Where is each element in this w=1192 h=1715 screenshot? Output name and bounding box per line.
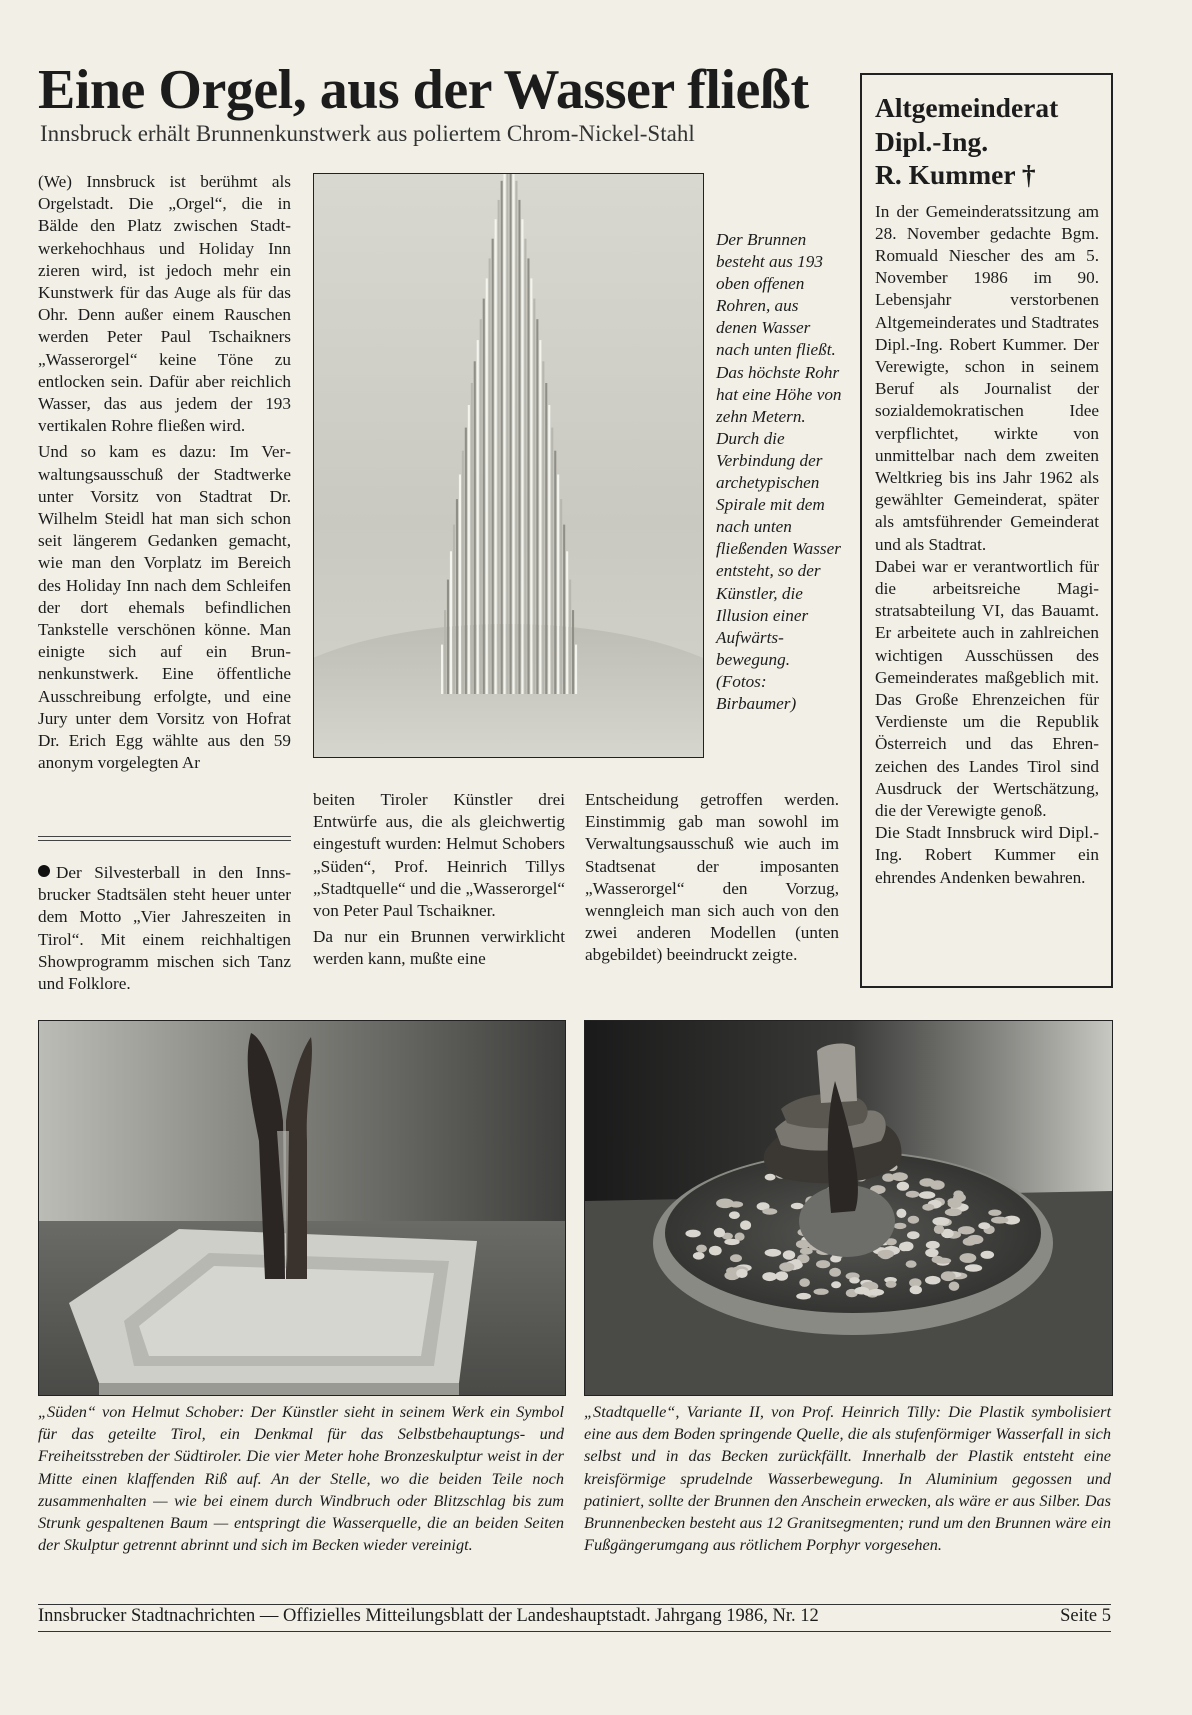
pebble	[932, 1217, 949, 1226]
pebble	[800, 1248, 813, 1255]
organ-pipe	[465, 428, 467, 694]
pebble	[981, 1251, 995, 1259]
pebble	[816, 1260, 830, 1268]
organ-pipe	[536, 319, 538, 694]
divider	[38, 840, 291, 841]
pebble	[730, 1254, 742, 1262]
pebble	[934, 1225, 944, 1234]
pebble	[762, 1272, 777, 1281]
article-column-1	[38, 171, 291, 778]
obituary-title-line: Altgemeinderat	[875, 92, 1059, 123]
organ-pipe	[498, 200, 500, 694]
pebble	[991, 1217, 1008, 1224]
pebble	[919, 1178, 934, 1186]
pebble	[894, 1223, 907, 1229]
pebble	[740, 1220, 751, 1230]
headline: Eine Orgel, aus der Wasser fließt	[38, 59, 809, 121]
article-paragraph: Entscheidung getroffen werden. Einstimmig gab man sowohl im Verwaltungsausschuß wie auch im Stadtsenat der imposanten „Wasserorgel“ den Vorzug, wenngleich man sich auch von den zwei anderen Modellen (unten abgebildet) beeindruckt zeigte.	[585, 790, 839, 965]
pebble	[948, 1199, 962, 1208]
organ-pipe	[533, 299, 535, 694]
pebble	[958, 1226, 975, 1234]
obituary-paragraph: In der Gemeinderatssitzung am 28. November gedachte Bgm. Romuald Niescher des am 5. November 1986 im 90. Lebensjahr verstorbenen Altgemeinderates und Stadtrates Dipl.-Ing. Robert Kummer. Der Verewigte, schon in seinem Beruf als Journalist der sozialdemokratischen Idee verpflichtet, wirkte von unmittelbar nach dem zweiten Weltkrieg bis ins Jahr 1962 als gewählter Gemeinderat, später als amtsführender Gemeinderat und als Stadtrat.	[875, 201, 1099, 554]
pebble	[869, 1289, 885, 1296]
pebble	[831, 1281, 841, 1288]
organ-pipe	[527, 258, 529, 694]
pebble	[935, 1258, 951, 1264]
organ-pipe	[566, 551, 568, 694]
organ-pipe	[492, 239, 494, 694]
organ-pipe	[504, 174, 506, 694]
pebble	[906, 1191, 920, 1198]
pebble	[693, 1252, 705, 1260]
stadtquelle-sculpture-image	[585, 1021, 1112, 1395]
organ-pipe	[513, 174, 515, 694]
organ-pipe	[515, 181, 517, 694]
water-organ-photo	[313, 173, 704, 758]
pebble	[709, 1246, 722, 1256]
pebble	[878, 1250, 895, 1259]
organ-pipe	[459, 475, 461, 695]
pebble	[714, 1228, 725, 1238]
pebble	[716, 1199, 734, 1209]
pebble	[729, 1211, 740, 1219]
sueden-sculpture-image	[39, 1021, 565, 1395]
pebble	[897, 1182, 909, 1191]
obituary-box	[860, 73, 1113, 988]
organ-pipe	[542, 361, 544, 694]
footer-rule	[38, 1604, 1111, 1605]
divider	[38, 836, 291, 837]
pebble	[925, 1276, 941, 1285]
organ-pipe	[548, 405, 550, 694]
pebble	[696, 1245, 707, 1253]
pebble	[829, 1268, 841, 1277]
pebble	[775, 1271, 788, 1280]
organ-pipe	[450, 551, 452, 694]
obituary-paragraph: Dabei war er verantwortlich für die arbeitsreiche Magistratsabteilung VI, das Bauamt. Er arbeitete auch in zahlreichen wichtigen Ausschüssen des Gemeinderates maßgeblich mit. Das Große Ehrenzeichen für Verdienste um die Republik Österreich und das Ehrenzeichen des Landes Tirol sind Ausdruck der Wertschätzung, die der Verewigte genoß.	[875, 556, 1099, 820]
article-column-3	[585, 789, 839, 971]
organ-pipe	[539, 340, 541, 694]
pebble	[779, 1262, 794, 1271]
news-brief	[38, 862, 291, 995]
pebble	[724, 1239, 739, 1245]
organ-pipe	[521, 219, 523, 694]
pebble	[941, 1271, 956, 1281]
footer-publication: Innsbrucker Stadtnachrichten — Offizielles Mitteilungsblatt der Landeshauptstadt. Jahrgang 1986, Nr. 12	[38, 1606, 819, 1626]
organ-pipe	[453, 525, 455, 694]
organ-pipe	[447, 580, 449, 694]
sueden-sculpture-photo	[38, 1020, 566, 1396]
page-footer	[38, 1606, 1111, 1627]
organ-pipe	[486, 278, 488, 694]
pebble	[965, 1264, 982, 1272]
pebble	[949, 1282, 960, 1291]
organ-pipe	[554, 451, 556, 694]
pebble	[685, 1230, 700, 1238]
bullet-icon	[38, 865, 50, 877]
obituary-paragraph: Die Stadt Innsbruck wird Dipl.-Ing. Robert Kummer ein ehrendes Andenken bewahren.	[875, 823, 1099, 887]
pebble	[899, 1242, 909, 1251]
stadtquelle-sculpture-photo	[584, 1020, 1113, 1396]
organ-pipe	[489, 258, 491, 694]
organ-pipe	[444, 610, 446, 694]
pebble	[922, 1204, 934, 1211]
organ-pipe	[560, 499, 562, 694]
footer-rule	[38, 1631, 1111, 1632]
pebble	[849, 1277, 860, 1283]
organ-pipe	[572, 610, 574, 694]
pebble	[925, 1249, 938, 1258]
news-brief-text: Der Silvesterball in den Innsbrucker Stadtsälen steht heuer unter dem Motto „Vier Jahreszeiten in Tirol“. Mit einem reichhaltigen Showprogramm mischen sich Tanz und Folklore.	[38, 863, 291, 994]
pebble	[765, 1174, 776, 1181]
organ-pipe	[557, 475, 559, 695]
pebble	[960, 1253, 977, 1263]
pebble	[988, 1210, 1001, 1216]
article-paragraph: Da nur ein Brunnen verwirklicht werden kann, mußte eine	[313, 927, 565, 969]
organ-pipe	[462, 451, 464, 694]
pebble	[978, 1222, 990, 1229]
pebble	[814, 1289, 829, 1295]
pebble	[791, 1203, 804, 1209]
obituary-title-line: Dipl.-Ing.	[875, 125, 989, 157]
organ-pipe	[530, 278, 532, 694]
sueden-photo-caption: „Süden“ von Helmut Schober: Der Künstler sieht in seinem Werk ein Symbol für das geteilte Tirol, ein Denkmal für das Selbstbehauptungs- und Freiheitsstreben der Südtiroler. Die vier Meter hohe Bronzeskulptur weist in der Mitte einen klaffenden Riß auf. An der Stelle, wo die beiden Teile noch zusammenhalten — wie bei einem durch Windbruch oder Blitzschlag bis zum Strunk gespaltenen Baum — entspringt die Wasserquelle, die an beiden Seiten der Skulptur getrennt abrinnt und sich im Becken wieder vereinigt.	[38, 1402, 564, 1555]
organ-pipe	[575, 645, 577, 694]
page-number: Seite 5	[1060, 1606, 1111, 1626]
pebble	[762, 1208, 777, 1214]
organ-pipe	[456, 499, 458, 694]
pebble	[886, 1281, 897, 1288]
organ-pipe	[483, 299, 485, 694]
article-paragraph: beiten Tiroler Künstler drei Entwürfe aus, die als gleichwertig eingestuft wurden: Helmut Schobers „Süden“, Prof. Heinrich Tillys „Stadtquelle“ und die „Wasserorgel“ von Peter Paul Tschaikner.	[313, 790, 565, 921]
organ-pipe	[480, 319, 482, 694]
obituary-title	[875, 91, 1099, 192]
organ-pipe	[507, 174, 509, 694]
pebble	[963, 1238, 977, 1246]
pebble	[906, 1260, 917, 1267]
obituary-title-line: R. Kummer †	[875, 159, 1036, 190]
pebble	[854, 1287, 869, 1295]
organ-pipe	[474, 361, 476, 694]
organ-pipe	[545, 383, 547, 694]
organ-pipe	[501, 181, 503, 694]
organ-pipe	[471, 383, 473, 694]
organ-pipe	[510, 174, 512, 694]
pebble	[892, 1172, 908, 1181]
pebble	[926, 1241, 940, 1249]
pebble	[908, 1216, 919, 1224]
pebble	[783, 1250, 795, 1260]
pebble	[919, 1191, 935, 1199]
pebble	[736, 1269, 747, 1278]
water-organ-image	[314, 174, 703, 757]
pebble	[910, 1286, 922, 1295]
organ-pipe	[563, 525, 565, 694]
organ-pipe	[518, 200, 520, 694]
pebble	[907, 1231, 920, 1239]
obituary-text	[875, 201, 1099, 889]
organ-pipe	[441, 645, 443, 694]
organ-pipe	[495, 219, 497, 694]
organ-pipe	[569, 580, 571, 694]
pebble	[799, 1278, 810, 1287]
organ-pipe	[468, 405, 470, 694]
pebble	[765, 1249, 782, 1257]
article-paragraph: (We) Innsbruck ist berühmt als Orgelstadt. Die „Orgel“, die in Bälde den Platz zwischen Stadtwerkehochhaus und Holiday Inn zieren wird, ist jedoch mehr ein Kunstwerk für das Auge als für das Ohr. Denn außer einem Rauschen werden Peter Paul Tschaikners „Wasserorgel“ keine Töne zu entlocken sein. Dafür aber reichlich Wasser, das aus jedem der 193 vertikalen Rohre fließen wird.	[38, 172, 291, 436]
pebble	[796, 1293, 811, 1300]
article-column-2	[313, 789, 565, 975]
stadtquelle-photo-caption: „Stadtquelle“, Variante II, von Prof. Heinrich Tilly: Die Plastik symbolisiert eine aus dem Boden springende Quelle, die als stufenförmiger Wasserfall in sich selbst und in das Becken zurückfällt. Innerhalb der Plastik entsteht eine kreisförmige sprudelnde Wasserbewegung. In Aluminium gegossen und patiniert, sollte der Brunnen den Anschein erwecken, als wäre er aus Silber. Das Brunnenbecken besteht aus 12 Granitsegmenten; rund um den Brunnen wäre ein Fußgängerumgang aus rötlichem Porphyr vorgesehen.	[584, 1402, 1111, 1555]
pebble	[945, 1208, 962, 1216]
organ-photo-caption: Der Brunnen besteht aus 193 oben offenen Rohren, aus denen Wasser nach unten fließt. Das höchste Rohr hat eine Höhe von zehn Metern. Durch die Verbindung der archetypischen Spirale mit dem nach unten fließenden Wasser entsteht, so der Künstler, die Illusion einer Aufwärtsbewegung. (Fotos: Birbaumer)	[716, 230, 842, 713]
organ-pipe	[477, 340, 479, 694]
subheadline: Innsbruck erhält Brunnenkunstwerk aus poliertem Chrom-Nickel-Stahl	[40, 121, 695, 146]
organ-pipe	[524, 239, 526, 694]
pebble	[896, 1209, 906, 1218]
article-paragraph: Und so kam es dazu: Im Verwaltungsausschuß der Stadtwerke unter Vorsitz von Stadtrat Dr. Wilhelm Steidl hat man sich schon seit längerem Gedanken gemacht, wie man den Vorplatz im Bereich des Holiday Inn nach dem Schleifen der dort ehemals befindlichen Tankstelle verschönen könne. Man einigte sich auf ein Brunnenkunstwerk. Eine öffentliche Ausschreibung erfolgte, und eine Jury unter dem Vorsitz von Hofrat Dr. Erich Egg wählte aus den 59 anonym vorgelegten Ar	[38, 442, 291, 773]
organ-pipe	[551, 428, 553, 694]
